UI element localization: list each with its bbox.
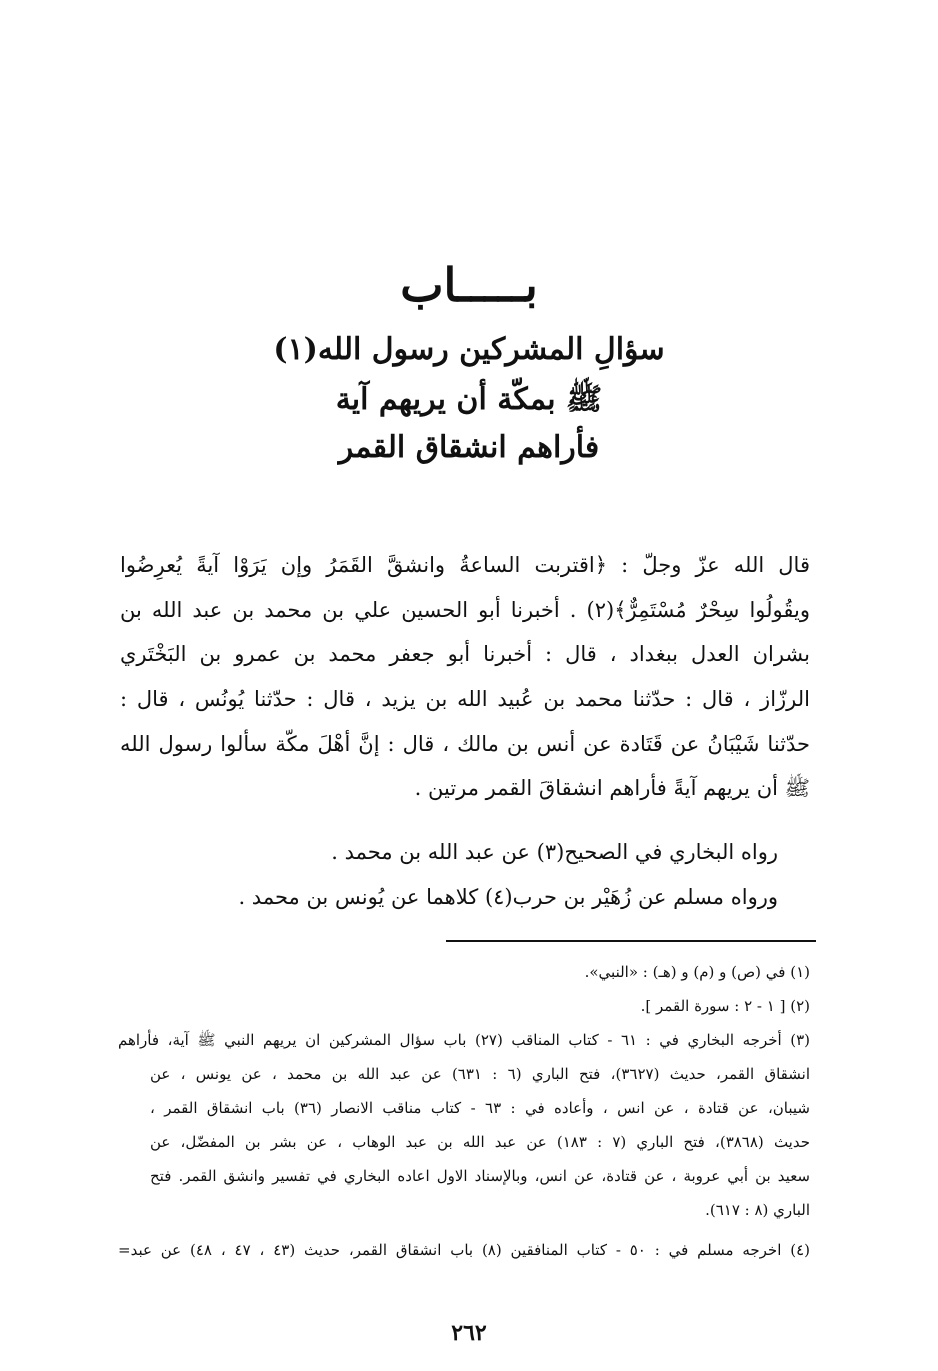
body-line: حدّثنا شَيْبَانُ عن قَتَادة عن أنس بن مالك ، قال : إنَّ أهْلَ مكّة سألوا رسول الله — [120, 732, 810, 756]
narration-muslim: ورواه مسلم عن زُهَيْر بن حرب(٤) كلاهما عن يُونس بن محمد . — [238, 885, 778, 909]
footnote-continuation: سعيد بن أبي عروبة ، عن قتادة، عن انس، وبالإسناد الاول اعاده البخاري في تفسير وانشق القمر. فتح — [150, 1167, 810, 1185]
page-number: ٢٦٢ — [451, 1320, 487, 1346]
footnote-continuation: انشقاق القمر، حديث (٣٦٢٧)، فتح الباري (٦ : ٦٣١) عن عبد الله بن محمد ، عن يونس ، عن — [150, 1065, 810, 1083]
body-line: قال الله عزّ وجلّ : ﴿اقتربت الساعةُ وانشقَّ القَمَرُ وإن يَرَوْا آيةً يُعرِضُوا — [120, 553, 810, 577]
narration-bukhari: رواه البخاري في الصحيح(٣) عن عبد الله بن محمد . — [331, 840, 778, 864]
footnote: (٤) اخرجه مسلم في : ٥٠ - كتاب المنافقين (٨) باب انشقاق القمر، حديث (٤٣ ، ٤٧ ، ٤٨) عن عبد= — [118, 1241, 810, 1259]
footnote: (١) في (ص) و (م) و (هـ) : «النبي». — [584, 963, 810, 981]
footnote: (٣) أخرجه البخاري في : ٦١ - كتاب المناقب (٢٧) باب سؤال المشركين ان يريهم النبي ﷺ آية، فأراهم — [118, 1031, 810, 1049]
chapter-title-line-1: سؤالِ المشركين رسول الله(١) — [273, 332, 665, 367]
footnote-separator — [446, 940, 816, 942]
chapter-label: بـــــاب — [400, 258, 538, 312]
body-line: الرزّاز ، قال : حدّثنا محمد بن عُبيد الله بن يزيد ، قال : حدّثنا يُونُس ، قال : — [120, 687, 810, 711]
body-line: بشران العدل ببغداد ، قال : أخبرنا أبو جعفر محمد بن عمرو بن البَخْتَري — [120, 642, 810, 666]
chapter-title-line-2: ﷺ بمكّة أن يريهم آية — [335, 382, 603, 417]
footnote-continuation: حديث (٣٨٦٨)، فتح الباري (٧ : ١٨٣) عن عبد الله بن عبد الوهاب ، عن بشر بن المفضّل، عن — [150, 1133, 810, 1151]
body-line: ﷺ أن يريهم آيةً فأراهم انشقاقَ القمر مرتين . — [414, 776, 810, 800]
chapter-title-line-3: فأراهم انشقاق القمر — [338, 430, 600, 465]
footnote: (٢) [ ١ - ٢ : سورة القمر ]. — [640, 997, 810, 1015]
footnote-continuation: الباري (٨ : ٦١٧). — [705, 1201, 810, 1219]
footnote-continuation: شيبان، عن قتادة ، عن انس ، وأعاده في : ٦٣ - كتاب مناقب الانصار (٣٦) باب انشقاق القمر ، — [150, 1099, 810, 1117]
body-line: ويقُولُوا سِحْرٌ مُسْتَمِرٌّ﴾(٢) . أخبرنا أبو الحسين علي بن محمد بن عبد الله بن — [120, 598, 810, 622]
